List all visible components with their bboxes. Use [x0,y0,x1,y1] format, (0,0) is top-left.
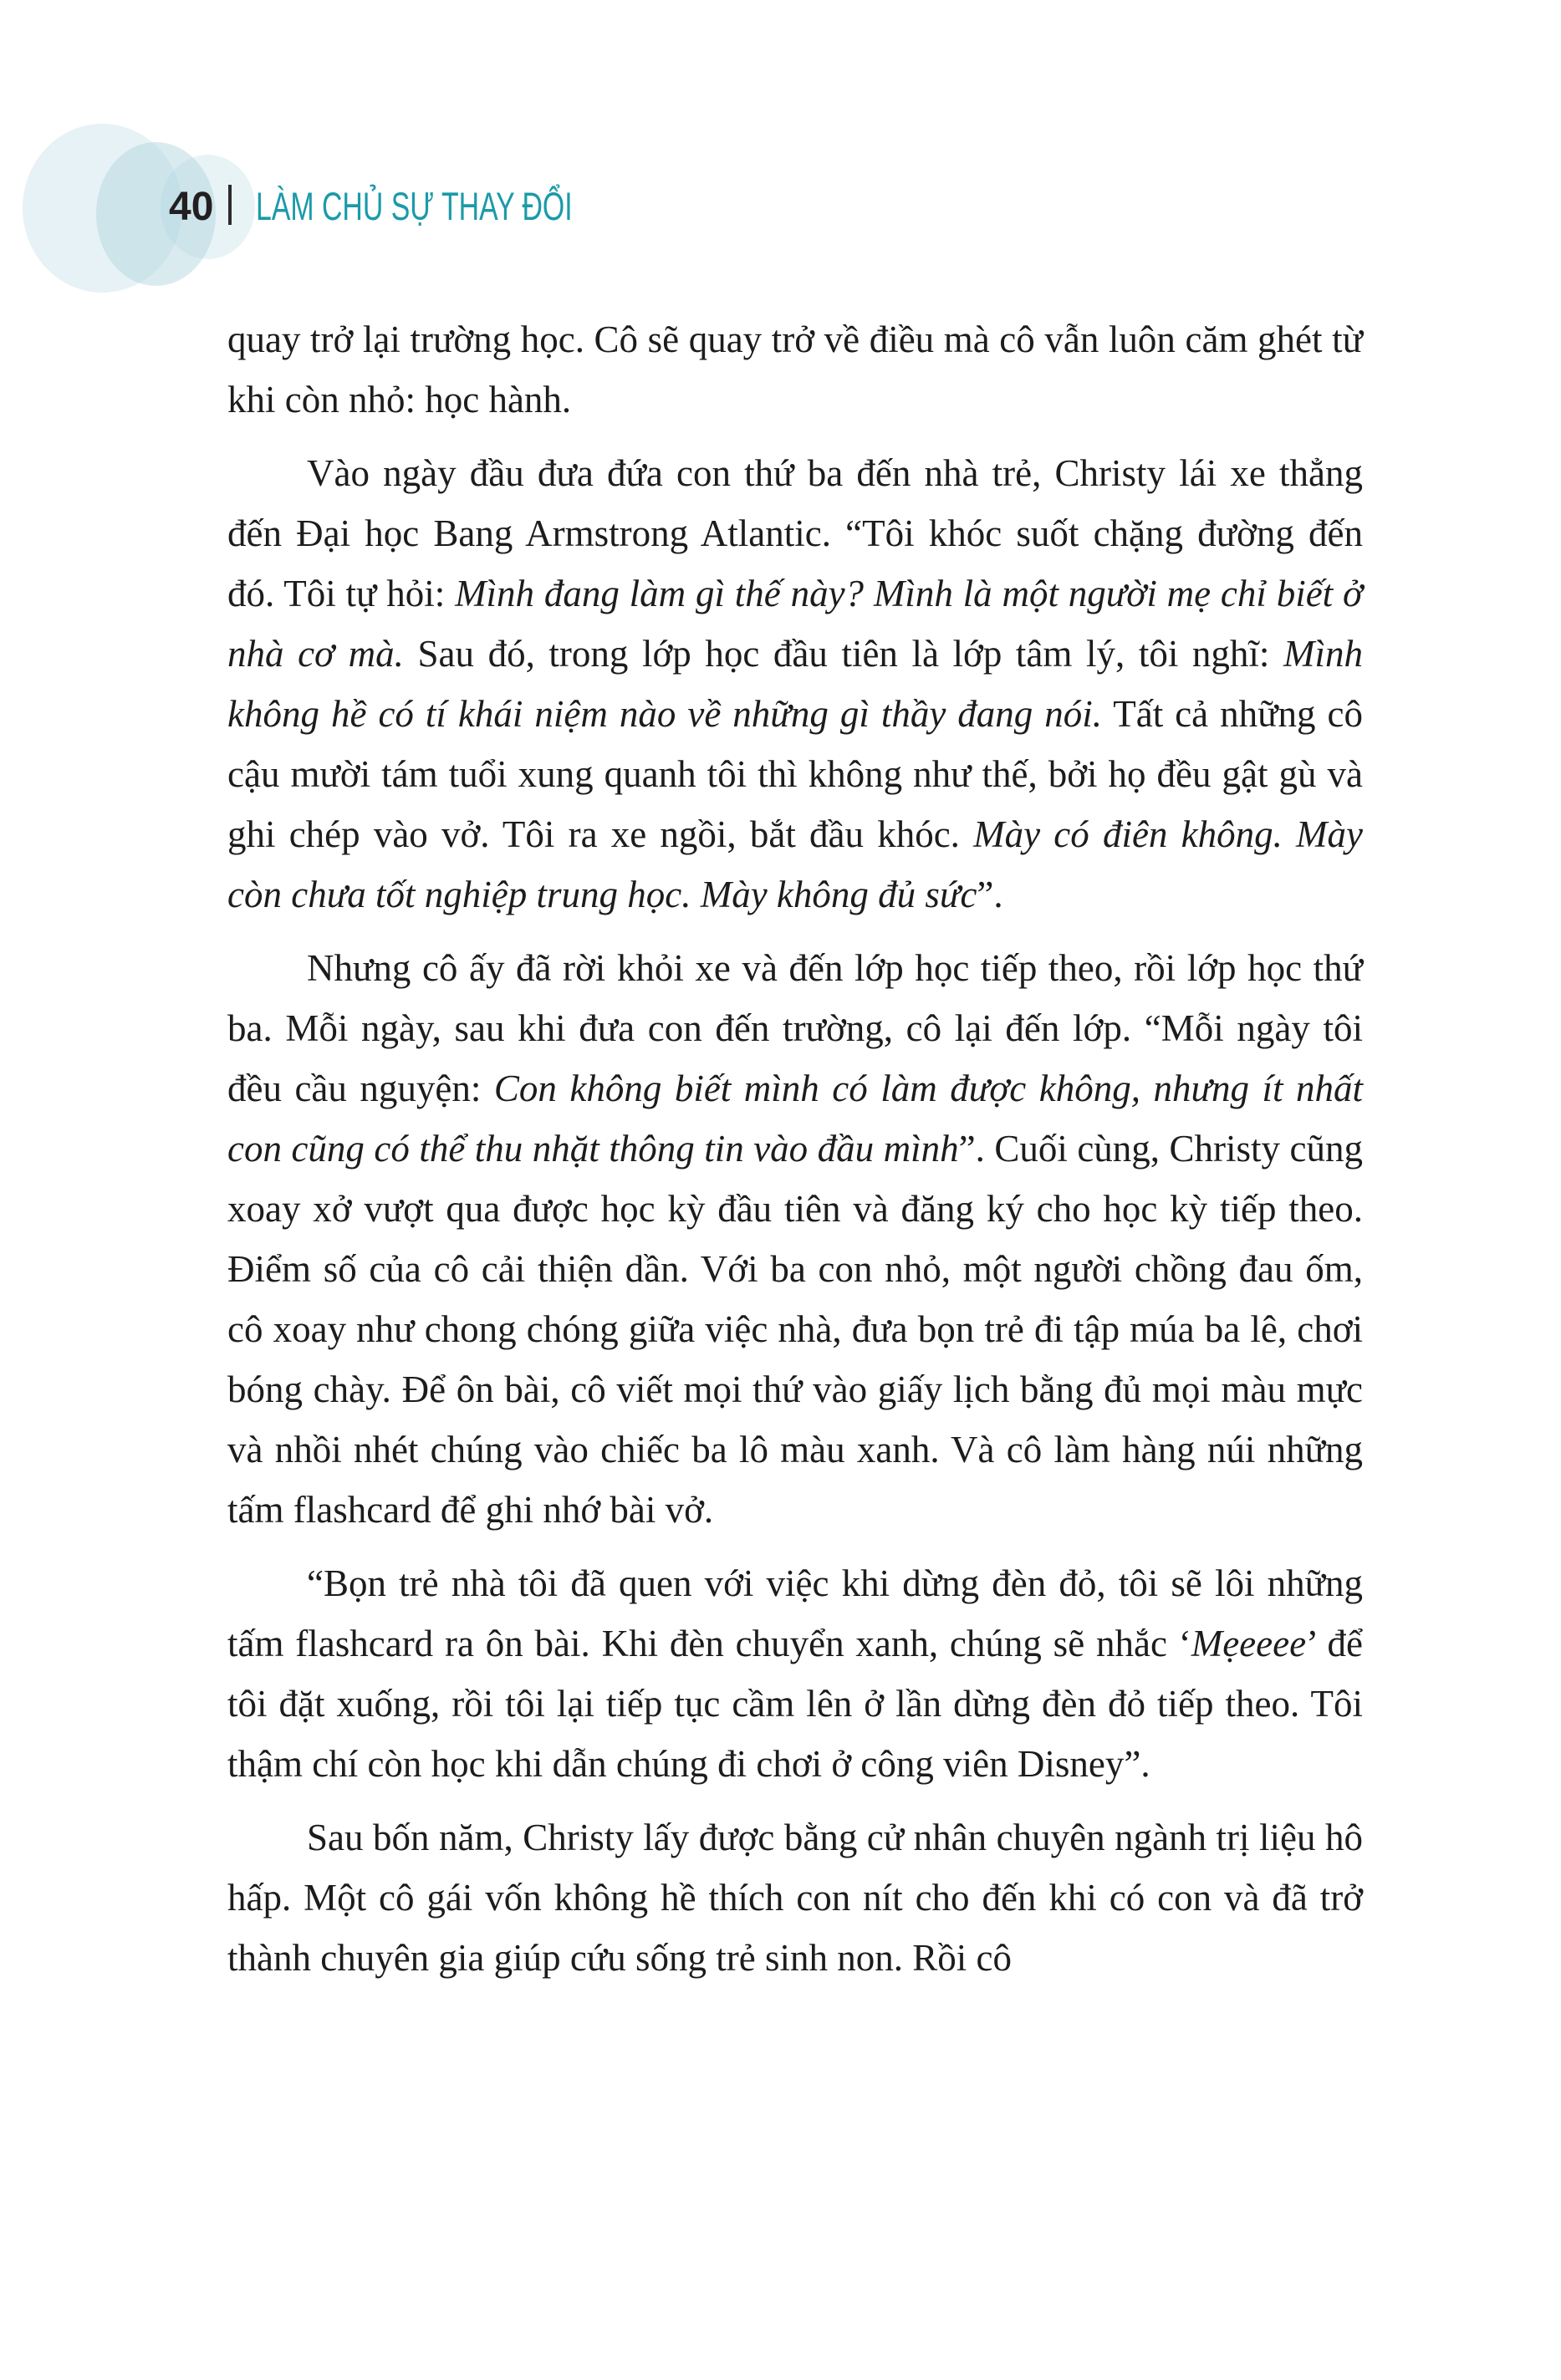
body-text-segment: “Bọn trẻ nhà tôi đã quen với việc khi dừng đèn đỏ, tôi sẽ lôi những tấm flashcard ra ôn bài. Khi đèn chuyển xanh, chúng sẽ nhắc ‘ [227,1562,1363,1664]
italic-text-segment: Con không biết mình có làm được không, nhưng ít nhất con cũng có thể thu nhặt thông tin vào đầu mình [227,1068,1363,1170]
body-text-segment: quay trở lại trường học. Cô sẽ quay trở về điều mà cô vẫn luôn căm ghét từ khi còn nhỏ: học hành. [227,319,1363,420]
paragraph-1 [227,309,1363,430]
body-text-segment: Sau đó, trong lớp học đầu tiên là lớp tâm lý, tôi nghĩ: [403,633,1283,675]
body-text-segment: ”. Cuối cùng, Christy cũng xoay xở vượt qua được học kỳ đầu tiên và đăng ký cho học kỳ tiếp theo. Điểm số của cô cải thiện dần. Với ba con nhỏ, một người chồng đau ốm, cô xoay như chong chóng giữa việc nhà, đưa bọn trẻ đi tập múa ba lê, chơi bóng chày. Để ôn bài, cô viết mọi thứ vào giấy lịch bằng đủ mọi màu mực và nhồi nhét chúng vào chiếc ba lô màu xanh. Và cô làm hàng núi những tấm flashcard để ghi nhớ bài vở. [227,1128,1363,1531]
header-divider [228,185,232,225]
body-text-segment: Tất cả những cô cậu mười tám tuổi xung quanh tôi thì không như thế, bởi họ đều gật gù và ghi chép vào vở. Tôi ra xe ngồi, bắt đầu khóc. [227,693,1363,855]
paragraph-2 [227,443,1363,925]
page-body [227,309,1363,2001]
body-text-segment: Sau bốn năm, Christy lấy được bằng cử nhân chuyên ngành trị liệu hô hấp. Một cô gái vốn không hề thích con nít cho đến khi có con và đã trở thành chuyên gia giúp cứu sống trẻ sinh non. Rồi cô [227,1817,1363,1979]
italic-text-segment: Mình đang làm gì thế này? Mình là một người mẹ chỉ biết ở nhà cơ mà. [227,573,1363,675]
italic-text-segment: Mày có điên không. Mày còn chưa tốt nghiệp trung học. Mày không đủ sức [227,813,1363,915]
page-number: 40 [169,185,214,229]
italic-text-segment: Mẹeeee [1191,1623,1307,1664]
running-head-title: LÀM CHỦ SỰ THAY ĐỔI [256,184,573,228]
body-text-segment: Vào ngày đầu đưa đứa con thứ ba đến nhà trẻ, Christy lái xe thẳng đến Đại học Bang Armstrong Atlantic. “Tôi khóc suốt chặng đường đến đó. Tôi tự hỏi: [227,452,1363,614]
body-text-segment: ”. [977,874,1003,915]
paragraph-5 [227,1807,1363,1988]
paragraph-3 [227,938,1363,1540]
page-header [0,0,1561,301]
body-text-segment: ’ để tôi đặt xuống, rồi tôi lại tiếp tục cầm lên ở lần dừng đèn đỏ tiếp theo. Tôi thậm chí còn học khi dẫn chúng đi chơi ở công viên Disney”. [227,1623,1363,1785]
paragraph-4 [227,1553,1363,1794]
italic-text-segment: Mình không hề có tí khái niệm nào về những gì thầy đang nói. [227,633,1363,735]
body-text-segment: Nhưng cô ấy đã rời khỏi xe và đến lớp học tiếp theo, rồi lớp học thứ ba. Mỗi ngày, sau khi đưa con đến trường, cô lại đến lớp. “Mỗi ngày tôi đều cầu nguyện: [227,947,1363,1109]
